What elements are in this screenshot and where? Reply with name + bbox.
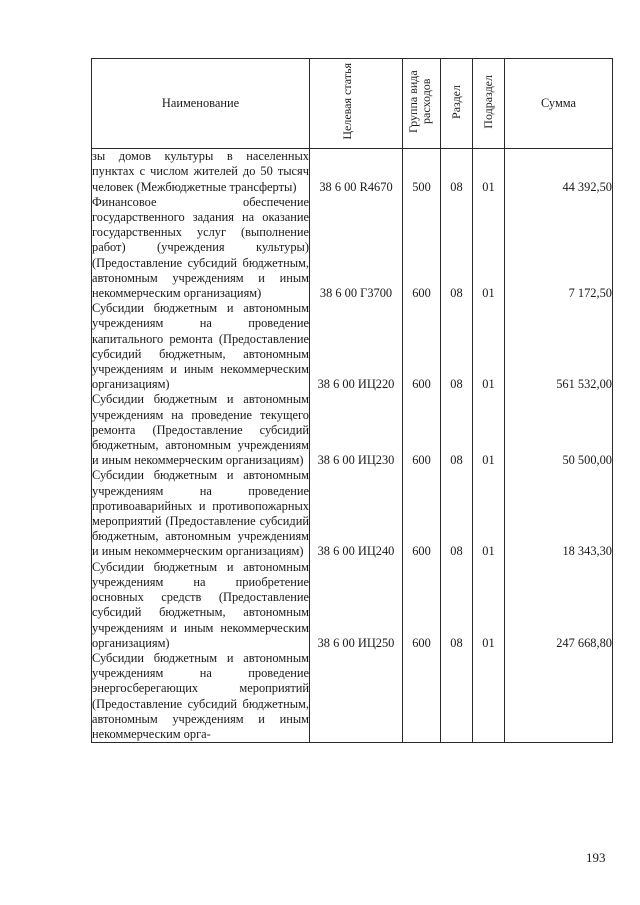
table-row bbox=[92, 195, 613, 301]
row-target: 38 6 00 ИЦ220 bbox=[310, 301, 403, 392]
row-name: Субсидии бюджетным и автономным учреждениям на проведение капитального ремонта (Предоставление субсидий бюджетным, автономным учреждениям и иным некоммерческим организациям) bbox=[92, 301, 309, 392]
table-row bbox=[92, 149, 613, 195]
row-name: Финансовое обеспечение государственного задания на оказание государственных услуг (выполнение работ) (учреждения культуры) (Предоставление субсидий бюджетным, автономным учреждениям и иным некоммерческим организациям) bbox=[92, 194, 309, 301]
row-subsection bbox=[473, 651, 505, 743]
row-sum: 18 343,30 bbox=[505, 468, 613, 559]
row-sum: 247 668,80 bbox=[505, 560, 613, 651]
row-section: 08 bbox=[441, 392, 473, 468]
row-sum: 44 392,50 bbox=[505, 149, 613, 195]
row-name: зы домов культуры в населенных пунктах с числом жителей до 50 тысяч человек (Межбюджетные трансферты) bbox=[92, 149, 309, 194]
row-section: 08 bbox=[441, 149, 473, 195]
header-section: Раздел bbox=[441, 59, 473, 149]
row-group: 600 bbox=[403, 468, 441, 559]
row-sum bbox=[505, 651, 613, 743]
table-header-row bbox=[92, 59, 613, 149]
row-section bbox=[441, 651, 473, 743]
row-subsection: 01 bbox=[473, 149, 505, 195]
row-name: Субсидии бюджетным и автономным учреждениям на проведение текущего ремонта (Предоставление субсидий бюджетным, автономным учреждениям и иным некоммерческим организациям) bbox=[92, 392, 309, 468]
table-row bbox=[92, 560, 613, 651]
row-subsection: 01 bbox=[473, 392, 505, 468]
row-target: 38 6 00 ИЦ250 bbox=[310, 560, 403, 651]
row-sum: 50 500,00 bbox=[505, 392, 613, 468]
table-row bbox=[92, 392, 613, 468]
table-body bbox=[92, 149, 613, 743]
row-group: 600 bbox=[403, 195, 441, 301]
row-sum: 561 532,00 bbox=[505, 301, 613, 392]
row-subsection: 01 bbox=[473, 195, 505, 301]
row-name: Субсидии бюджетным и автономным учреждениям на проведение противоаварийных и противопожарных мероприятий (Предоставление субсидий бюджетным, автономным учреждениям и иным некоммерческим организациям) bbox=[92, 468, 309, 559]
row-group bbox=[403, 651, 441, 743]
row-group: 600 bbox=[403, 560, 441, 651]
header-name: Наименование bbox=[92, 59, 310, 149]
row-subsection: 01 bbox=[473, 301, 505, 392]
row-target: 38 6 00 ИЦ240 bbox=[310, 468, 403, 559]
budget-table bbox=[91, 58, 613, 743]
row-section: 08 bbox=[441, 468, 473, 559]
row-group: 500 bbox=[403, 149, 441, 195]
row-group: 600 bbox=[403, 301, 441, 392]
header-target: Целевая статья bbox=[310, 59, 403, 149]
table-row bbox=[92, 651, 613, 743]
page-number: 193 bbox=[586, 850, 606, 865]
row-target bbox=[310, 651, 403, 743]
header-sum: Сумма bbox=[505, 59, 613, 149]
row-name: Субсидии бюджетным и автономным учреждениям на приобретение основных средств (Предоставление субсидий бюджетным, автономным учреждениям и иным некоммерческим организациям) bbox=[92, 559, 309, 650]
row-group: 600 bbox=[403, 392, 441, 468]
table-row bbox=[92, 468, 613, 559]
row-section: 08 bbox=[441, 301, 473, 392]
row-target: 38 6 00 Г3700 bbox=[310, 195, 403, 301]
row-sum: 7 172,50 bbox=[505, 195, 613, 301]
row-section: 08 bbox=[441, 560, 473, 651]
row-subsection: 01 bbox=[473, 560, 505, 651]
row-target: 38 6 00 ИЦ230 bbox=[310, 392, 403, 468]
row-name: Субсидии бюджетным и автономным учреждениям на проведение энергосберегающих мероприятий (Предоставление субсидий бюджетным, автономным учреждениям и иным некоммерческим орга- bbox=[92, 650, 309, 741]
header-subsection: Подраздел bbox=[473, 59, 505, 149]
table-row bbox=[92, 301, 613, 392]
row-subsection: 01 bbox=[473, 468, 505, 559]
row-target: 38 6 00 R4670 bbox=[310, 149, 403, 195]
row-section: 08 bbox=[441, 195, 473, 301]
header-group: Группа вида расходов bbox=[403, 59, 441, 149]
